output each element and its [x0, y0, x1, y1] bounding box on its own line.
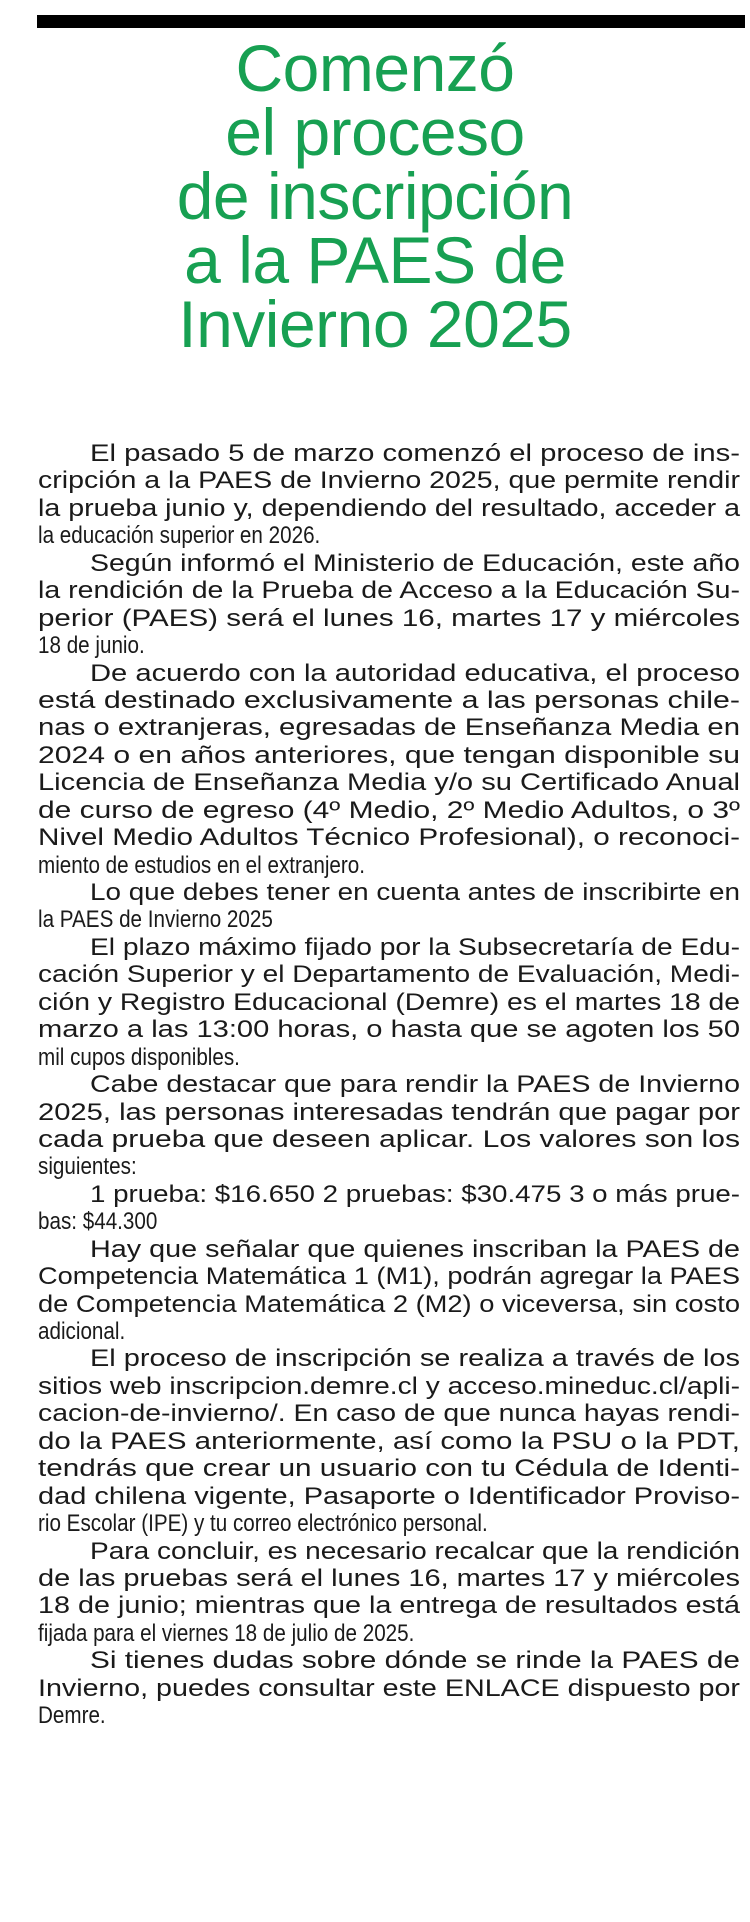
article-line: [38, 1345, 740, 1372]
article-paragraph: [38, 660, 740, 880]
article-line-text: cación Superior y el Departamento de Evaluación, Medi-: [38, 961, 740, 989]
article-line-text: Según informó el Ministerio de Educación, este año: [90, 549, 740, 577]
article-line-text: Cabe destacar que para rendir la PAES de Invierno: [90, 1071, 740, 1099]
article-line-text: rio Escolar (IPE) y tu correo electrónico personal.: [38, 1510, 488, 1538]
top-rule-bar: [37, 15, 745, 28]
article-line: [38, 440, 740, 467]
article-line: [38, 1455, 740, 1482]
article-line-text: 18 de junio; mientras que la entrega de resultados está: [38, 1592, 740, 1620]
article-line-text: marzo a las 13:00 horas, o hasta que se agoten los 50: [38, 1016, 740, 1044]
article-line-text: 2025, las personas interesadas tendrán que pagar por: [38, 1098, 740, 1126]
article-line-text: 18 de junio.: [38, 632, 145, 660]
article-line: [38, 1181, 740, 1208]
article-line-text: Si tienes dudas sobre dónde se rinde la PAES de: [90, 1647, 740, 1675]
article-line-text: 2024 o en años anteriores, que tengan disponible su: [38, 741, 741, 769]
article-line: [38, 879, 740, 906]
article-line: [38, 1675, 740, 1702]
article-line-text: Licencia de Enseñanza Media y/o su Certificado Anual: [38, 769, 740, 797]
article-line-text: El plazo máximo fijado por la Subsecretaría de Edu-: [90, 933, 740, 961]
article-line: [38, 934, 740, 961]
article-line: [38, 742, 740, 769]
article-paragraph: [38, 1181, 740, 1236]
article-line: [38, 1620, 740, 1647]
article-line-text: bas: $44.300: [38, 1208, 158, 1236]
article-line: [38, 1016, 740, 1043]
article-line-text: De acuerdo con la autoridad educativa, el proceso: [90, 659, 740, 687]
article-line-text: Demre.: [38, 1702, 106, 1730]
article-line-text: está destinado exclusivamente a las personas chile-: [38, 686, 740, 714]
article-paragraph: [38, 879, 740, 934]
article-line-text: Invierno, puedes consultar este ENLACE dispuesto por: [38, 1674, 740, 1702]
article-line: [38, 1291, 740, 1318]
article-line: [38, 961, 740, 988]
article-line-text: tendrás que crear un usuario con tu Cédula de Identi-: [38, 1455, 740, 1483]
article-paragraph: [38, 1538, 740, 1648]
article-line: [38, 1592, 740, 1619]
article-line-text: cada prueba que deseen aplicar. Los valores son los: [38, 1125, 740, 1153]
article-paragraph: [38, 1345, 740, 1537]
article-line: [38, 769, 740, 796]
article-line: [38, 1373, 740, 1400]
article-line-text: El proceso de inscripción se realiza a través de los: [90, 1345, 740, 1373]
article-line: [38, 1071, 740, 1098]
article-line-text: la educación superior en 2026.: [38, 522, 321, 550]
article-line-text: nas o extranjeras, egresadas de Enseñanza Media en: [38, 714, 740, 742]
article-line: [38, 687, 740, 714]
article-line: [38, 1263, 740, 1290]
article-line-text: sitios web inscripcion.demre.cl y acceso.mineduc.cl/apli-: [38, 1372, 740, 1400]
article-line: [38, 1044, 740, 1071]
article-line: [38, 632, 740, 659]
article-line-text: Nivel Medio Adultos Técnico Profesional), o reconoci-: [38, 824, 740, 852]
article-line: [38, 1428, 740, 1455]
headline-line: Comenzó: [235, 31, 515, 105]
article-line: [38, 605, 740, 632]
article-line: [38, 1647, 740, 1674]
article-line-text: adicional.: [38, 1318, 126, 1345]
article-line-text: 1 prueba: $16.650 2 pruebas: $30.475 3 o más prue-: [90, 1180, 740, 1208]
headline-line: Invierno 2025: [178, 287, 572, 361]
article-line-text: de Competencia Matemática 2 (M2) o viceversa, sin costo: [38, 1290, 740, 1318]
article-line-text: do la PAES anteriormente, así como la PSU o la PDT,: [38, 1427, 740, 1455]
article-line: [38, 906, 740, 933]
article-line-text: cripción a la PAES de Invierno 2025, que permite rendir: [38, 467, 740, 495]
article-line-text: la prueba junio y, dependiendo del resultado, acceder a: [38, 494, 740, 522]
article-paragraph: [38, 1071, 740, 1181]
article-line-text: Hay que señalar que quienes inscriban la PAES de: [90, 1235, 741, 1263]
article-line: [38, 797, 740, 824]
headline-line: a la PAES de: [184, 223, 566, 297]
article-line: [38, 1126, 740, 1153]
article-line-text: perior (PAES) será el lunes 16, martes 17 y miércoles: [38, 604, 740, 632]
article-line: [38, 1208, 740, 1235]
article-line: [38, 577, 740, 604]
article-line: [38, 1702, 740, 1729]
article-line: [38, 495, 740, 522]
article-line: [38, 1318, 740, 1345]
article-paragraph: [38, 1647, 740, 1729]
article-line: [38, 1400, 740, 1427]
article-line-text: miento de estudios en el extranjero.: [38, 851, 366, 879]
article-line: [38, 467, 740, 494]
article-body: [38, 440, 740, 1730]
article-line: [38, 522, 740, 549]
headline-line: de inscripción: [176, 159, 574, 233]
article-line: [38, 824, 740, 851]
article-line-text: Competencia Matemática 1 (M1), podrán agregar la PAES: [38, 1263, 740, 1291]
article-line-text: la PAES de Invierno 2025: [38, 906, 273, 934]
article-line-text: la rendición de la Prueba de Acceso a la Educación Su-: [38, 577, 740, 605]
article-line-text: ción y Registro Educacional (Demre) es el martes 18 de: [38, 988, 740, 1016]
article-line-text: Para concluir, es necesario recalcar que la rendición: [90, 1537, 740, 1565]
article-line: [38, 550, 740, 577]
article-line-text: dad chilena vigente, Pasaporte o Identificador Proviso-: [38, 1482, 740, 1510]
article-line-text: cacion-de-invierno/. En caso de que nunca hayas rendi-: [38, 1400, 740, 1428]
article-line: [38, 660, 740, 687]
article-line: [38, 1538, 740, 1565]
article-line: [38, 1565, 740, 1592]
article-line-text: El pasado 5 de marzo comenzó el proceso de ins-: [90, 440, 740, 467]
article-line: [38, 1510, 740, 1537]
article-line: [38, 1483, 740, 1510]
article-line-text: siguientes:: [38, 1153, 137, 1181]
article-line: [38, 852, 740, 879]
article-line-text: de curso de egreso (4º Medio, 2º Medio Adultos, o 3º: [38, 796, 740, 824]
article-paragraph: [38, 1236, 740, 1346]
article-paragraph: [38, 934, 740, 1071]
article-line: [38, 714, 740, 741]
article-line-text: fijada para el viernes 18 de julio de 2025.: [38, 1619, 415, 1647]
headline: [0, 31, 750, 361]
article-line-text: Lo que debes tener en cuenta antes de inscribirte en: [90, 879, 740, 906]
article-line: [38, 1153, 740, 1180]
article-line-text: de las pruebas será el lunes 16, martes 17 y miércoles: [38, 1564, 740, 1592]
article-line-text: mil cupos disponibles.: [38, 1043, 240, 1071]
article-line: [38, 1236, 740, 1263]
article-paragraph: [38, 440, 740, 550]
article-line: [38, 989, 740, 1016]
article-paragraph: [38, 550, 740, 660]
article-line: [38, 1099, 740, 1126]
headline-line: el proceso: [225, 95, 525, 169]
